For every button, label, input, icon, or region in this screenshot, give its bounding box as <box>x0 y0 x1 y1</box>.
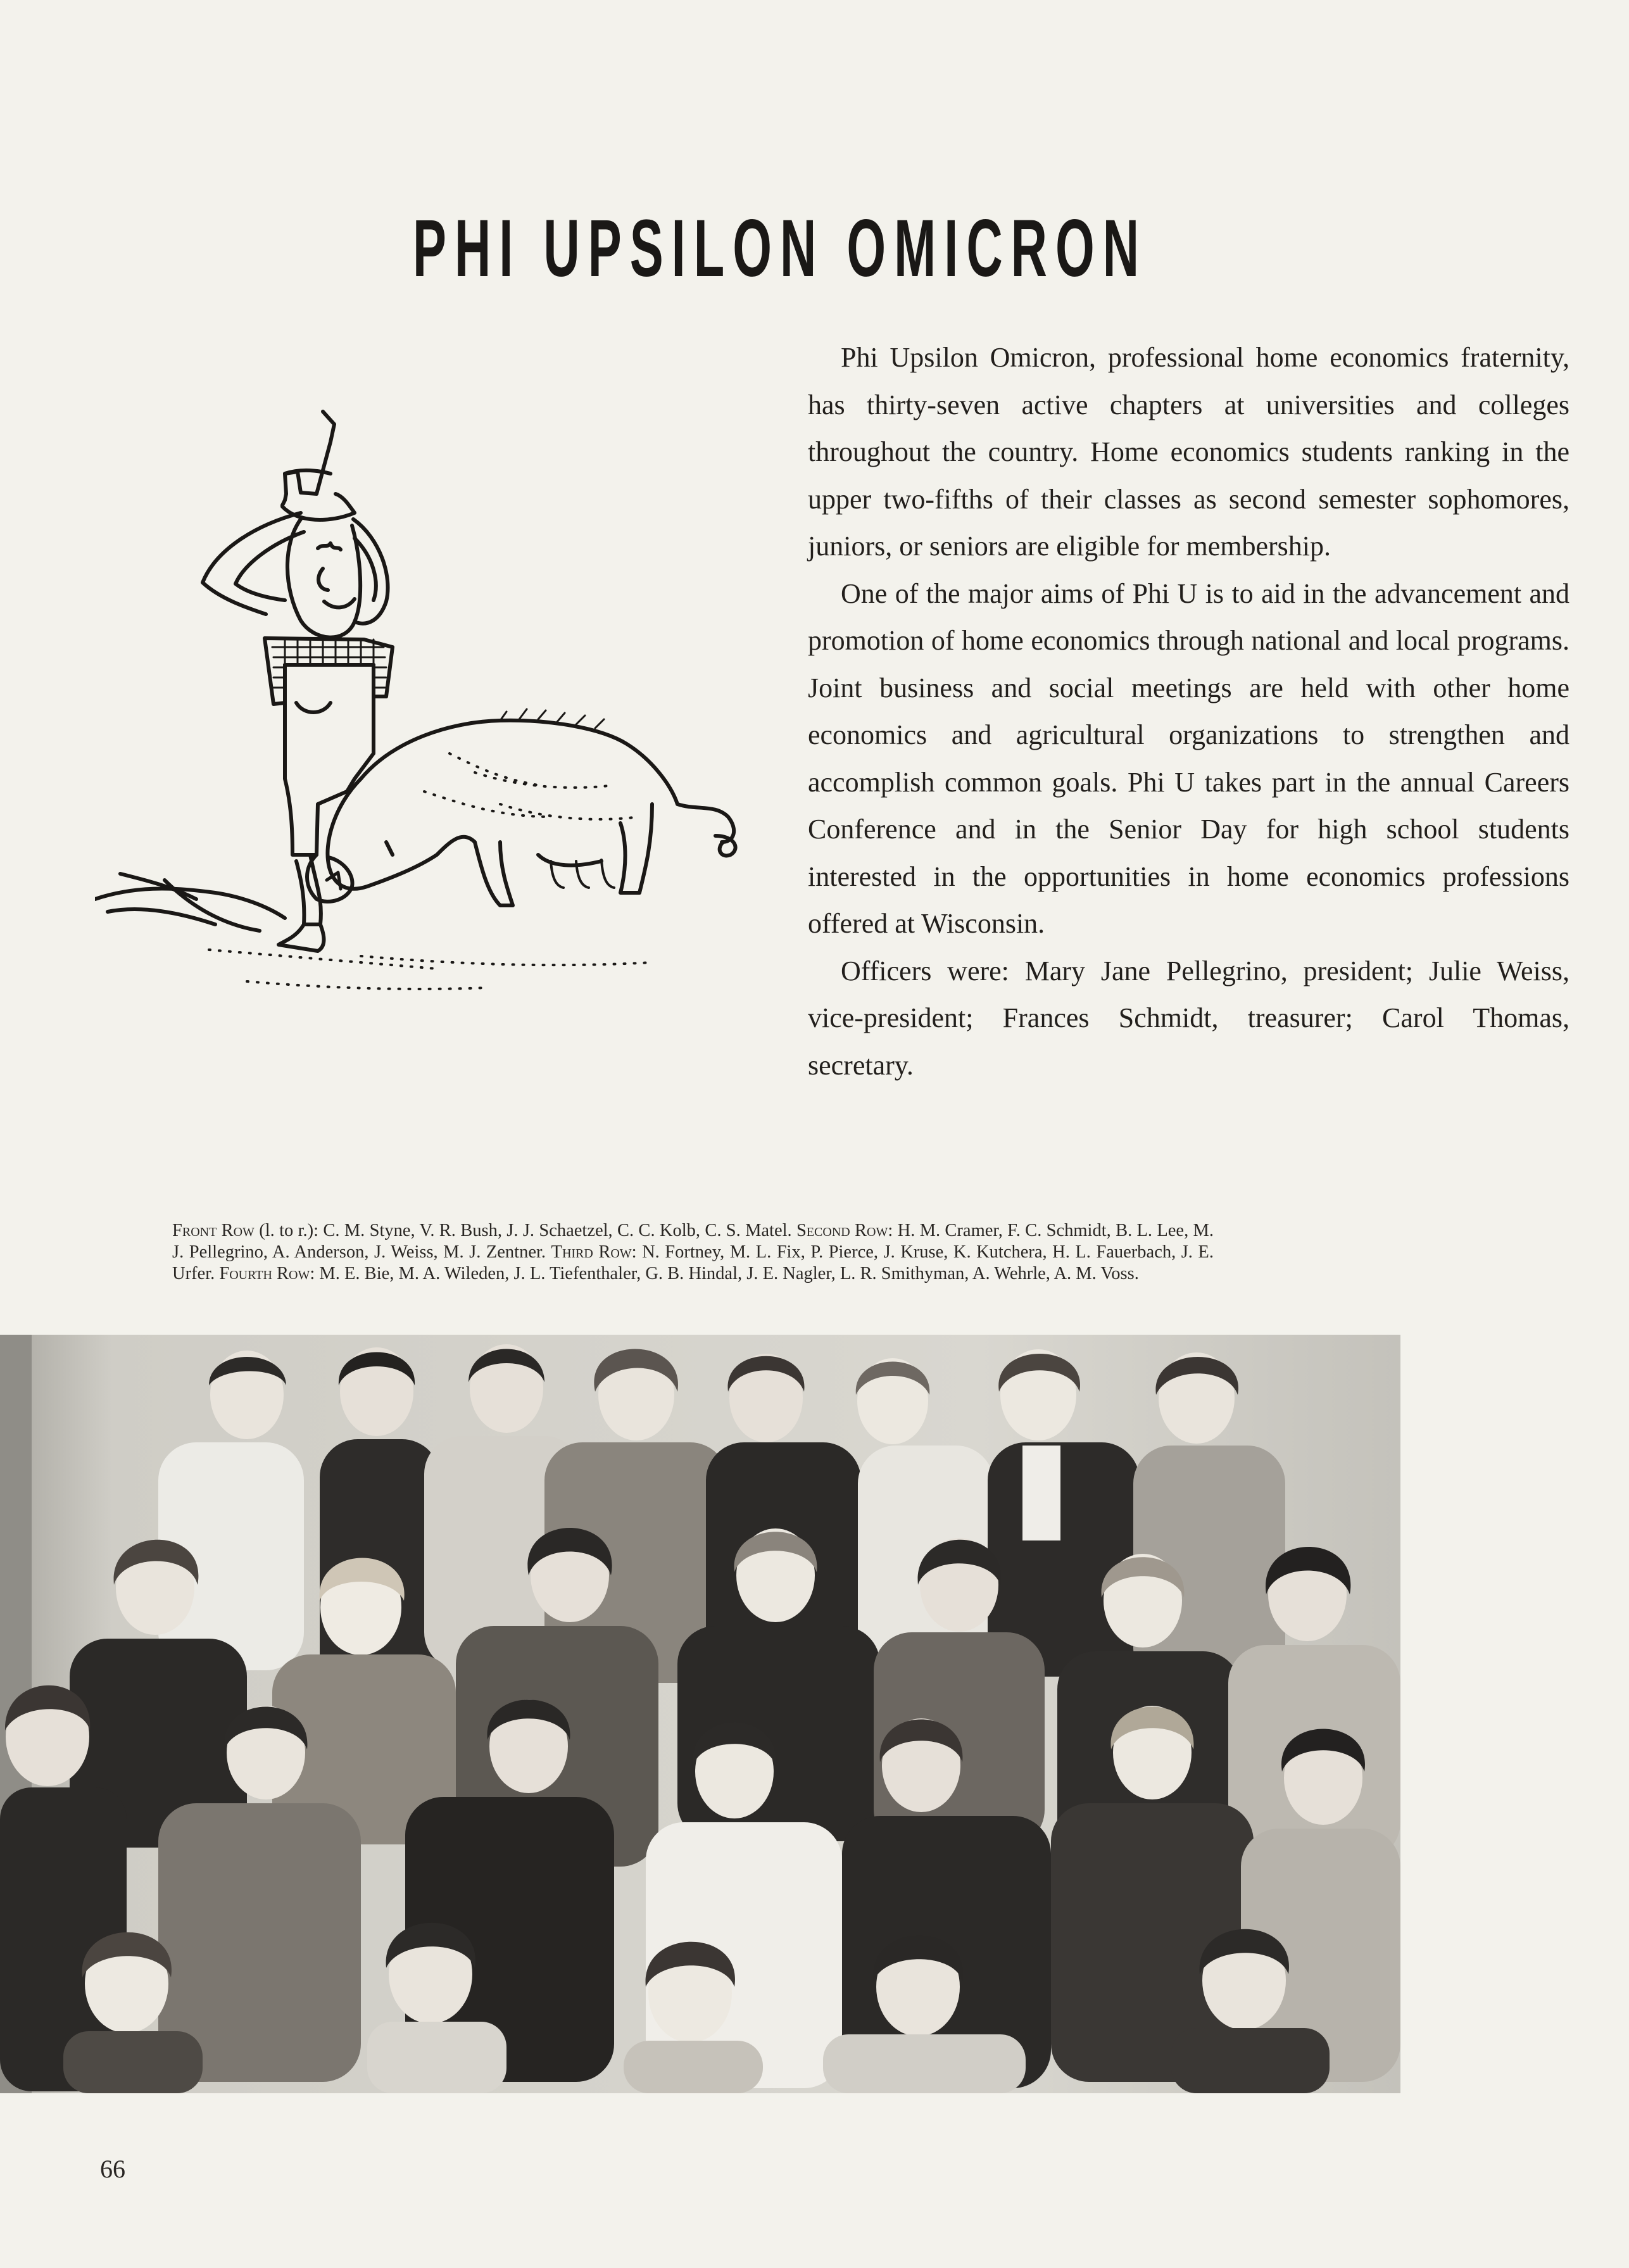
caption-fourth-row-label: Fourth Row <box>219 1264 310 1283</box>
farmer-pig-illustration <box>95 399 791 1051</box>
caption-third-row-label: Third Row <box>551 1242 632 1262</box>
caption-front-direction: (l. to r.): <box>254 1221 324 1240</box>
article-paragraph-officers: Officers were: Mary Jane Pellegrino, president; Julie Weiss, vice-president; Frances Schmidt, treasurer; Carol Thomas, secretary. <box>808 955 1569 1081</box>
caption-fourth-row-names: : M. E. Bie, M. A. Wileden, J. L. Tiefenthaler, G. B. Hindal, J. E. Nagler, L. R. Smithyman, A. Wehrle, A. M. Voss. <box>310 1264 1139 1283</box>
article-body <box>808 334 1569 1089</box>
caption-front-row-label: Front Row <box>172 1221 255 1240</box>
group-photo <box>0 1335 1400 2093</box>
caption-second-row-label: Second Row <box>796 1221 888 1240</box>
article-paragraph-intro: Phi Upsilon Omicron, professional home economics fraternity, has thirty-seven active chapters at universities and colleges throughout the country. Home economics students ranking in the upper two-fifths of their classes as second semester sophomores, juniors, or seniors are eligible for membership. <box>808 342 1569 562</box>
caption-third-row-names: : N. Fortney, M. L. Fix, P. Pierce, J. Kruse, K. Kutchera, H. L. Fauerbach, J. E. Urfer. <box>172 1242 1214 1283</box>
caption-text <box>172 1220 1214 1285</box>
article-paragraph-aims: One of the major aims of Phi U is to aid in the advancement and promotion of home economics through national and local programs. Joint business and social meetings are held with other home economics and agricultural organizations to strengthen and accomplish common goals. Phi U takes part in the annual Careers Conference and in the Senior Day for high school students interested in the opportunities in home economics professions offered at Wisconsin. <box>808 577 1569 939</box>
caption-second-row-names: : H. M. Cramer, F. C. Schmidt, B. L. Lee, M. J. Pellegrino, A. Anderson, J. Weiss, M. J. Zentner. <box>172 1221 1214 1262</box>
photo-caption <box>172 1220 1214 1285</box>
page-title: PHI UPSILON OMICRON <box>413 203 1148 294</box>
page-number: 66 <box>100 2155 125 2183</box>
caption-front-row-names: C. M. Styne, V. R. Bush, J. J. Schaetzel, C. C. Kolb, C. S. Matel. <box>323 1221 796 1240</box>
